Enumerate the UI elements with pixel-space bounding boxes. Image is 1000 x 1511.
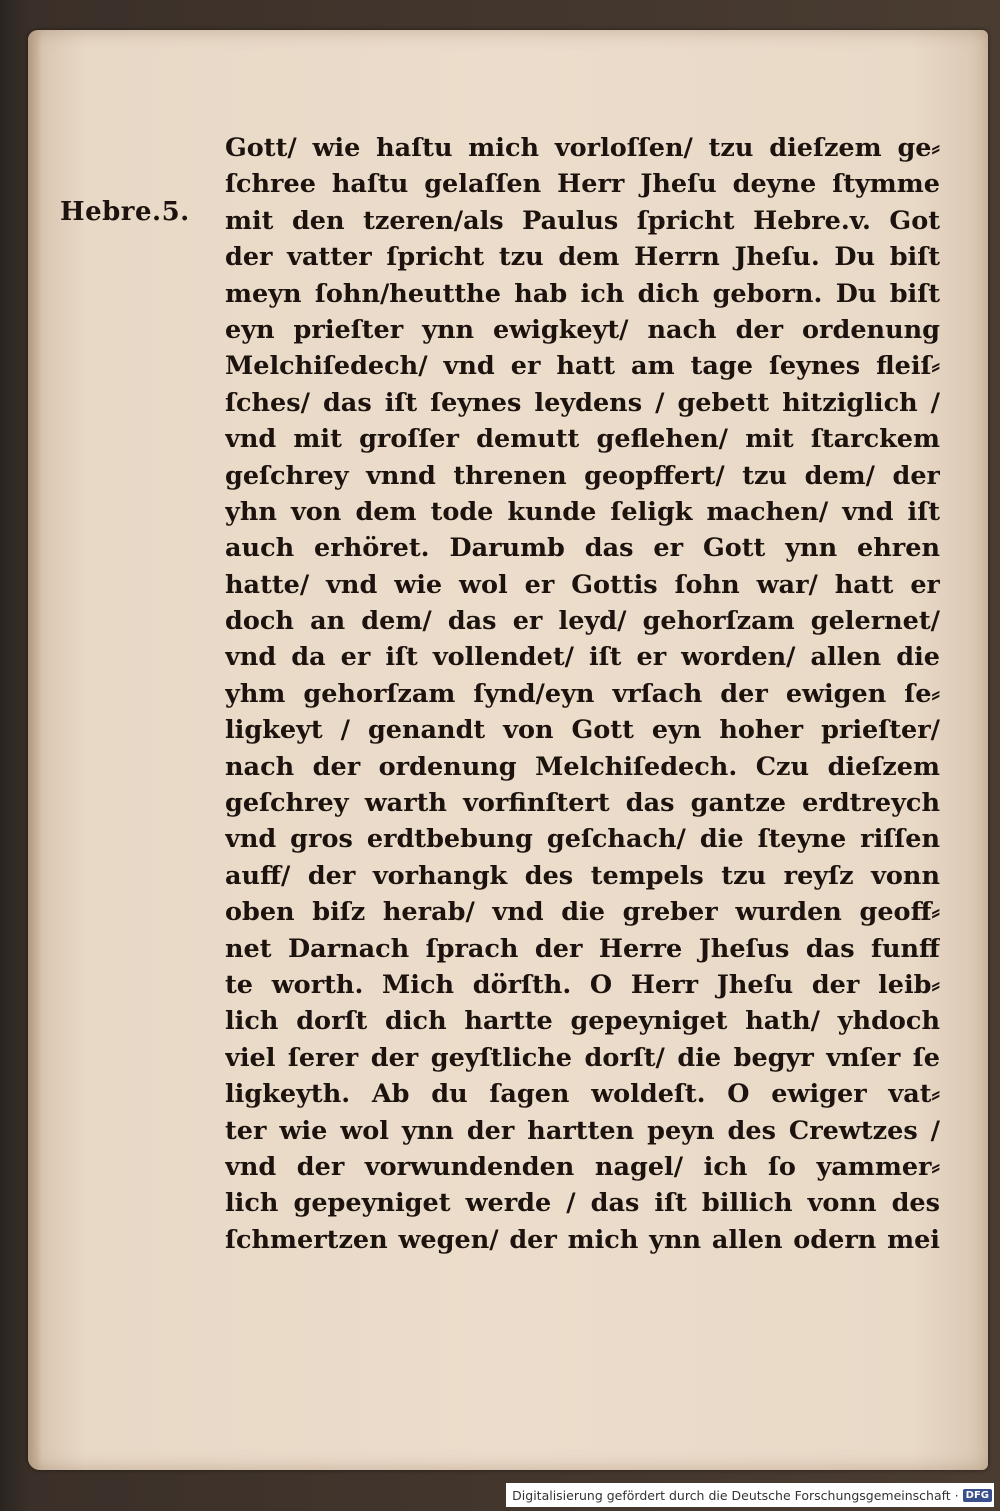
text-line: vnd gros erdtbebung geſchach/ die ſteyne riſſen [225,824,940,855]
text-line: nach der ordenung Melchiſedech. Czu dieſzem [225,751,940,782]
text-line: ſches/ das iſt ſeynes leydens / gebett hitziglich / [225,387,940,418]
text-line: yhm gehorſzam ſynd/eyn vrſach der ewigen ſe⸗ [225,678,940,709]
margin-note: Hebre.5. [60,197,190,227]
text-line: hatte/ vnd wie wol er Gottis ſohn war/ hatt er [225,569,940,600]
text-line: ligkeyth. Ab du ſagen woldeſt. O ewiger vat⸗ [225,1079,940,1110]
text-block [225,130,940,1258]
text-line: Gott/ wie haſtu mich vorloſſen/ tzu dieſzem ge⸗ [225,133,940,163]
text-line: lich dorſt dich hartte gepeyniget hath/ yhdoch [225,1006,940,1037]
text-line: ſchree haſtu gelaſſen Herr Jheſu deyne ſtymme [225,169,940,200]
text-line: yhn von dem tode kunde ſeligk machen/ vnd iſt [225,496,940,527]
text-line: vnd der vorwundenden nagel/ ich ſo yammer⸗ [225,1151,940,1182]
text-line: der vatter ſpricht tzu dem Herrn Jheſu. Du biſt [225,242,940,273]
footer-bar [506,1483,994,1507]
text-line: te worth. Mich dörſth. O Herr Jheſu der leib⸗ [225,969,940,1000]
text-line: eyn prieſter ynn ewigkeyt/ nach der ordenung [225,314,940,345]
footer-credit: Digitalisierung gefördert durch die Deutsche Forschungsgemeinschaft · [512,1487,959,1503]
text-line: lich gepeyniget werde / das iſt billich vonn des [225,1188,940,1219]
text-line: mit den tzeren/als Paulus ſpricht Hebre.v. Got [225,205,940,236]
text-line: ter wie wol ynn der hartten peyn des Crewtzes / [225,1115,940,1146]
text-line: auch erhöret. Darumb das er Gott ynn ehren [225,533,940,564]
dfg-logo-icon: DFG [963,1489,992,1502]
text-line: viel ſerer der geyſtliche dorſt/ die begyr vnſer ſe [225,1042,940,1073]
text-line: vnd mit groſſer demutt geflehen/ mit ſtarckem [225,424,940,455]
text-line: ligkeyt / genandt von Gott eyn hoher prieſter/ [225,715,940,746]
text-line: net Darnach ſprach der Herre Jheſus das funff [225,933,940,964]
text-line: geſchrey vnnd threnen geopffert/ tzu dem/ der [225,460,940,491]
text-line: oben biſz herab/ vnd die greber wurden geoff⸗ [225,897,940,928]
text-line: Melchiſedech/ vnd er hatt am tage ſeynes fleiſ⸗ [225,351,940,382]
text-line: meyn ſohn/heutthe hab ich dich geborn. Du biſt [225,278,940,309]
text-line: doch an dem/ das er leyd/ gehorſzam gelernet/ [225,606,940,637]
text-line: geſchrey warth vorfinſtert das gantze erdtreych [225,788,940,819]
page-gutter [28,30,42,1470]
text-line: auff/ der vorhangk des tempels tzu reyſz vonn [225,860,940,891]
text-line: ſchmertzen wegen/ der mich ynn allen odern mei [225,1224,940,1255]
text-line: vnd da er iſt vollendet/ iſt er worden/ allen die [225,642,940,673]
